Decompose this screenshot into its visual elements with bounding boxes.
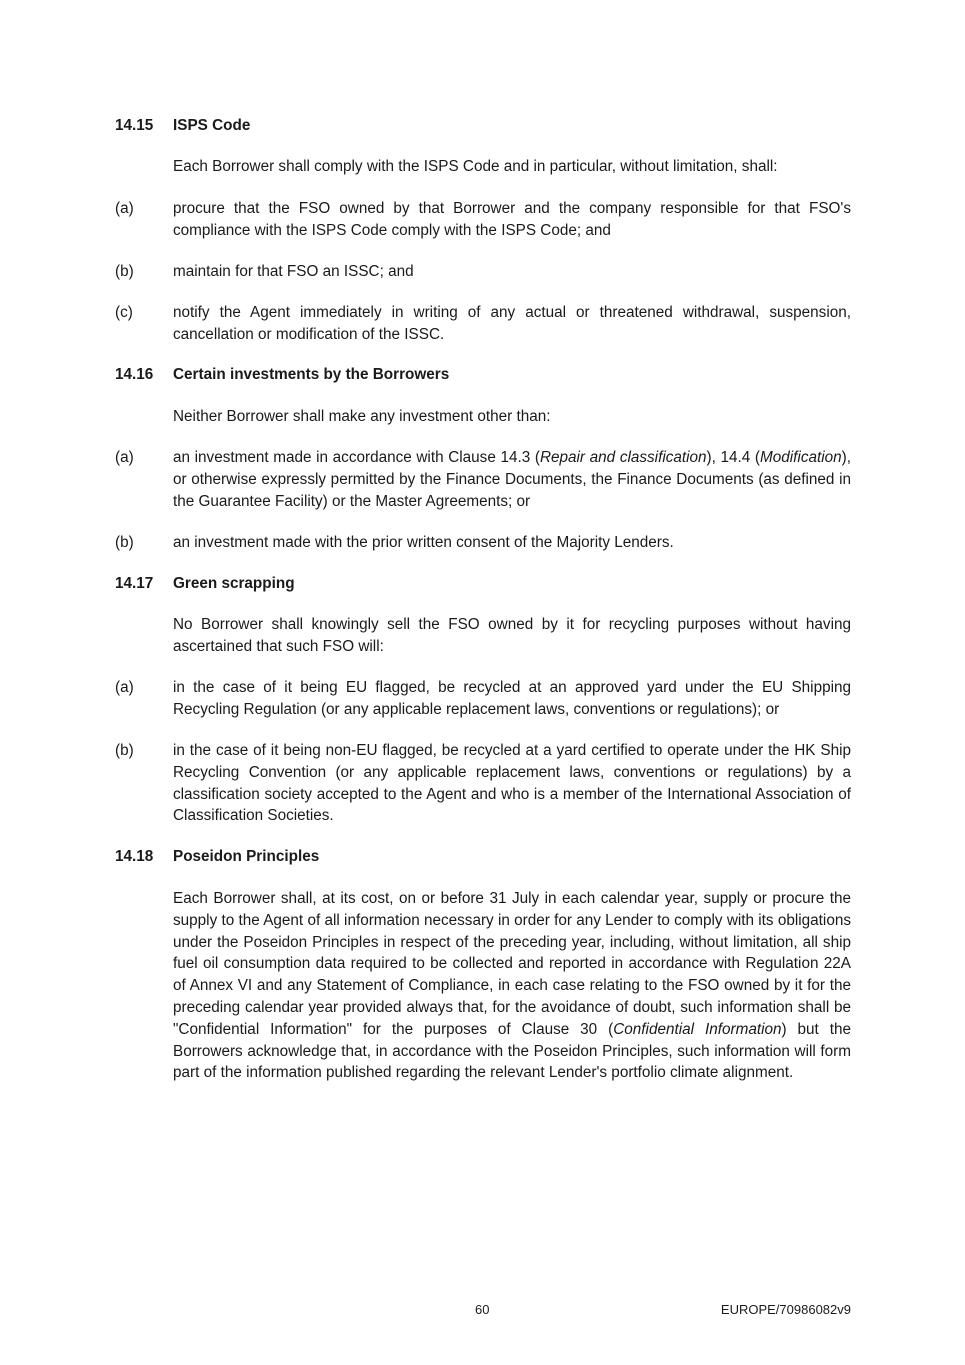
item-label: (b) [115,534,134,551]
list-item [115,302,851,346]
section-heading-14-15 [115,117,250,135]
section-heading-14-17 [115,575,295,593]
item-text-part: an investment made in accordance with Clause 14.3 ( [173,449,540,466]
list-item [115,261,851,283]
clause-reference-italic: Modification [760,449,842,466]
page-number: 60 [475,1302,490,1317]
section-intro: Neither Borrower shall make any investment other than: [173,408,551,425]
item-label: (b) [115,263,134,280]
item-text: notify the Agent immediately in writing of any actual or threatened withdrawal, suspension, cancellation or modification of the ISSC. [173,304,851,343]
list-item [115,677,851,721]
document-reference: EUROPE/70986082v9 [720,1302,851,1317]
section-number: 14.16 [115,366,154,383]
list-item [115,740,851,827]
section-title: Certain investments by the Borrowers [173,366,450,383]
section-intro: No Borrower shall knowingly sell the FSO owned by it for recycling purposes without having ascertained that such FSO will: [173,616,851,655]
item-label: (c) [115,304,133,321]
section-number: 14.18 [115,848,154,865]
section-number: 14.15 [115,117,154,134]
item-text: an investment made with the prior written consent of the Majority Lenders. [173,534,674,551]
item-text [173,447,851,512]
section-heading-14-16 [115,366,449,384]
item-text: in the case of it being non-EU flagged, be recycled at a yard certified to operate under the HK Ship Recycling Convention (or any applicable replacement laws, conventions or regulations) by a classification society accepted to the Agent and who is a member of the International Association of Classification Societies. [173,742,851,825]
section-number: 14.17 [115,575,154,592]
item-text-part: ), 14.4 ( [706,449,761,466]
item-text: procure that the FSO owned by that Borrower and the company responsible for that FSO's compliance with the ISPS Code comply with the ISPS Code; and [173,200,851,239]
clause-reference-italic: Repair and classification [539,449,707,466]
section-body [173,888,851,1084]
section-title: Green scrapping [173,575,295,592]
item-text: in the case of it being EU flagged, be recycled at an approved yard under the EU Shipping Recycling Regulation (or any applicable replacement laws, conventions or regulations); or [173,679,851,718]
list-item [115,532,851,554]
body-text-part: ) but the Borrowers acknowledge that, in accordance with the Poseidon Principles, such information will form part of the information published regarding the relevant Lender's portfolio climate alignment. [173,1020,852,1082]
clause-reference-italic: Confidential Information [613,1020,782,1038]
section-heading-14-18 [115,848,319,866]
section-title: ISPS Code [173,117,251,134]
item-label: (a) [115,449,134,466]
item-label: (a) [115,679,134,696]
item-label: (b) [115,742,134,759]
list-item [115,447,851,512]
item-text: maintain for that FSO an ISSC; and [173,263,414,280]
item-label: (a) [115,200,134,217]
body-text-part: Each Borrower shall, at its cost, on or before 31 July in each calendar year, supply or procure the supply to the Agent of all information necessary in order for any Lender to comply with its obligations under the Poseidon Principles in respect of the preceding year, including, without limitation, all ship fuel oil consumption data required to be collected and reported in accordance with Regulation 22A of Annex VI and any Statement of Compliance, in each case relating to the FSO owned by it for the preceding calendar year provided always that, for the avoidance of doubt, such information shall be "Confidential Information" for the purposes of Clause 30 ( [173,890,851,1038]
item-text-part: ), or otherwise expressly permitted by the Finance Documents, the Finance Documents (as defined in the Guarantee Facility) or the Master Agreements; or [173,449,851,510]
section-intro: Each Borrower shall comply with the ISPS Code and in particular, without limitation, shall: [173,158,778,175]
list-item [115,198,851,242]
section-title: Poseidon Principles [173,848,320,865]
